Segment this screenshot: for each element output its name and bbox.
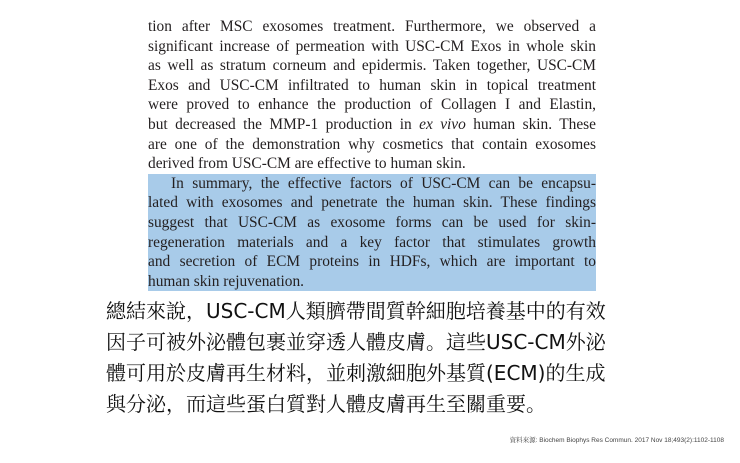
excerpt-line: significant increase of permeation with USC-CM Exos in whole skin	[148, 37, 596, 55]
summary-line: 因子可被外泌體包裹並穿透人體皮膚。這些USC-CM外泌	[106, 330, 606, 354]
chinese-summary	[106, 296, 646, 420]
highlighted-line: and secretion of ECM proteins in HDFs, which are important to	[148, 253, 596, 271]
excerpt-line: were proved to enhance the production of Collagen I and Elastin,	[148, 96, 596, 114]
excerpt-line: Exos and USC-CM infiltrated to human skin in topical treatment	[148, 76, 596, 94]
excerpt-text: human skin. These	[465, 115, 596, 133]
summary-line: 與分泌，而這些蛋白質對人體皮膚再生至關重要。	[106, 392, 546, 416]
excerpt-line: as well as stratum corneum and epidermis. Taken together, USC-CM	[148, 57, 596, 75]
highlighted-line: lated with exosomes and penetrate the human skin. These findings	[148, 194, 596, 212]
highlighted-paragraph[interactable]	[148, 174, 596, 292]
source-citation: 資料來源: Biochem Biophys Res Commun. 2017 Nov 18;493(2):1102-1108	[509, 437, 724, 444]
excerpt-line: derived from USC-CM are effective to human skin.	[148, 155, 466, 173]
highlighted-line: human skin rejuvenation.	[148, 272, 305, 290]
summary-line: 總結來說，USC-CM人類臍帶間質幹細胞培養基中的有效	[106, 299, 606, 323]
excerpt-text: but decreased the MMP-1 production in	[148, 115, 420, 133]
highlighted-line: suggest that USC-CM as exosome forms can be used for skin-	[148, 213, 596, 231]
highlighted-line: In summary, the effective factors of USC-CM can be encapsu-	[171, 174, 596, 192]
summary-line: 體可用於皮膚再生材料，並刺激細胞外基質(ECM)的生成	[106, 361, 606, 385]
italic-term: ex vivo	[419, 115, 466, 133]
excerpt-line: are one of the demonstration why cosmetics that contain exosomes	[148, 135, 596, 153]
excerpt-line-with-italic	[148, 115, 596, 135]
highlighted-line: regeneration materials and a key factor that stimulates growth	[148, 233, 596, 251]
paper-excerpt	[148, 17, 596, 291]
excerpt-line: tion after MSC exosomes treatment. Furthermore, we observed a	[148, 18, 596, 35]
